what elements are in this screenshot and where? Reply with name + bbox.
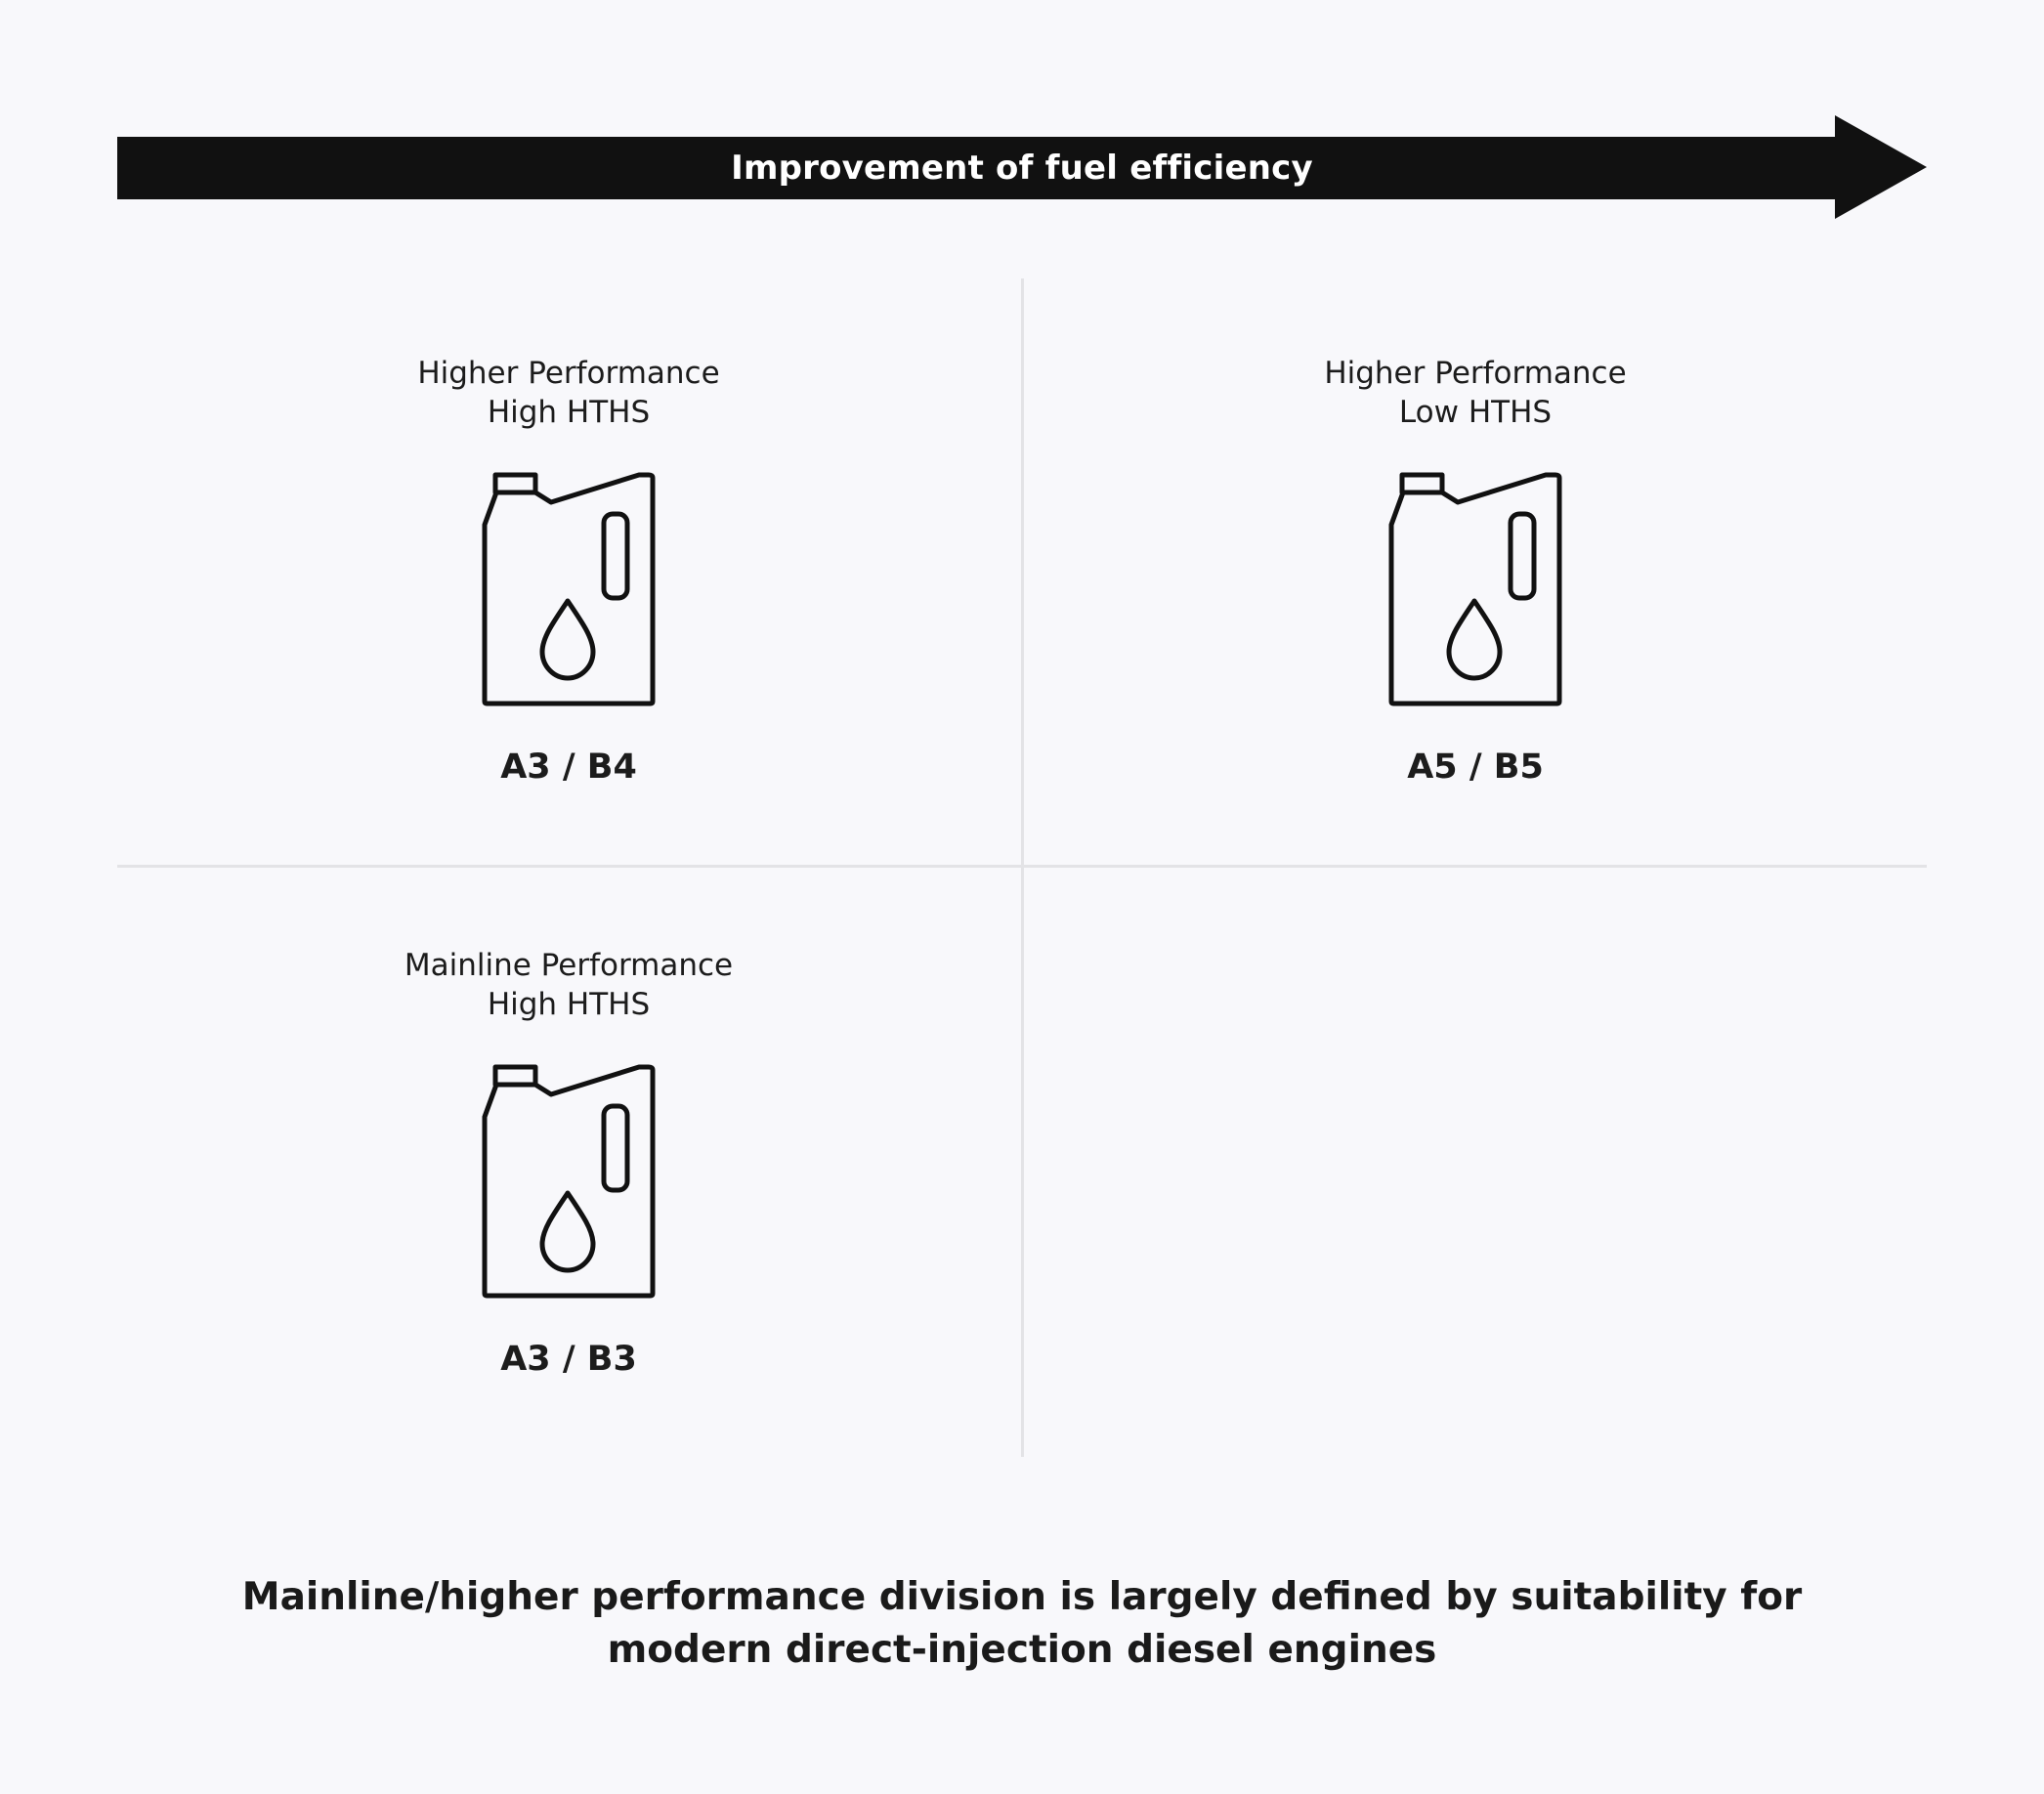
footnote-line1: Mainline/higher performance division is largely defined by suitability for [241, 1575, 1803, 1619]
grade-label: A5 / B5 [1407, 748, 1544, 787]
oil-jug-icon [1387, 471, 1563, 708]
grade-label: A3 / B4 [500, 748, 637, 787]
footnote [143, 1571, 1901, 1677]
grade-label: A3 / B3 [500, 1340, 637, 1379]
cell-higher-performance-low-hths [1231, 354, 1720, 789]
arrow-label: Improvement of fuel efficiency [731, 149, 1313, 188]
cell-title-line1: Higher Performance [417, 356, 720, 391]
footnote-line2: modern direct-injection diesel engines [607, 1628, 1437, 1672]
oil-jug-icon [481, 471, 657, 708]
oil-jug-icon [481, 1063, 657, 1301]
cell-higher-performance-high-hths [324, 354, 813, 789]
cell-title-line2: Low HTHS [1398, 395, 1553, 430]
cell-title-line2: High HTHS [487, 987, 651, 1022]
vertical-divider [1021, 278, 1024, 1457]
cell-title-line2: High HTHS [487, 395, 651, 430]
cell-mainline-performance-high-hths [324, 946, 813, 1381]
cell-title-line1: Higher Performance [1324, 356, 1627, 391]
horizontal-divider [117, 865, 1927, 868]
cell-title-line1: Mainline Performance [404, 948, 734, 983]
